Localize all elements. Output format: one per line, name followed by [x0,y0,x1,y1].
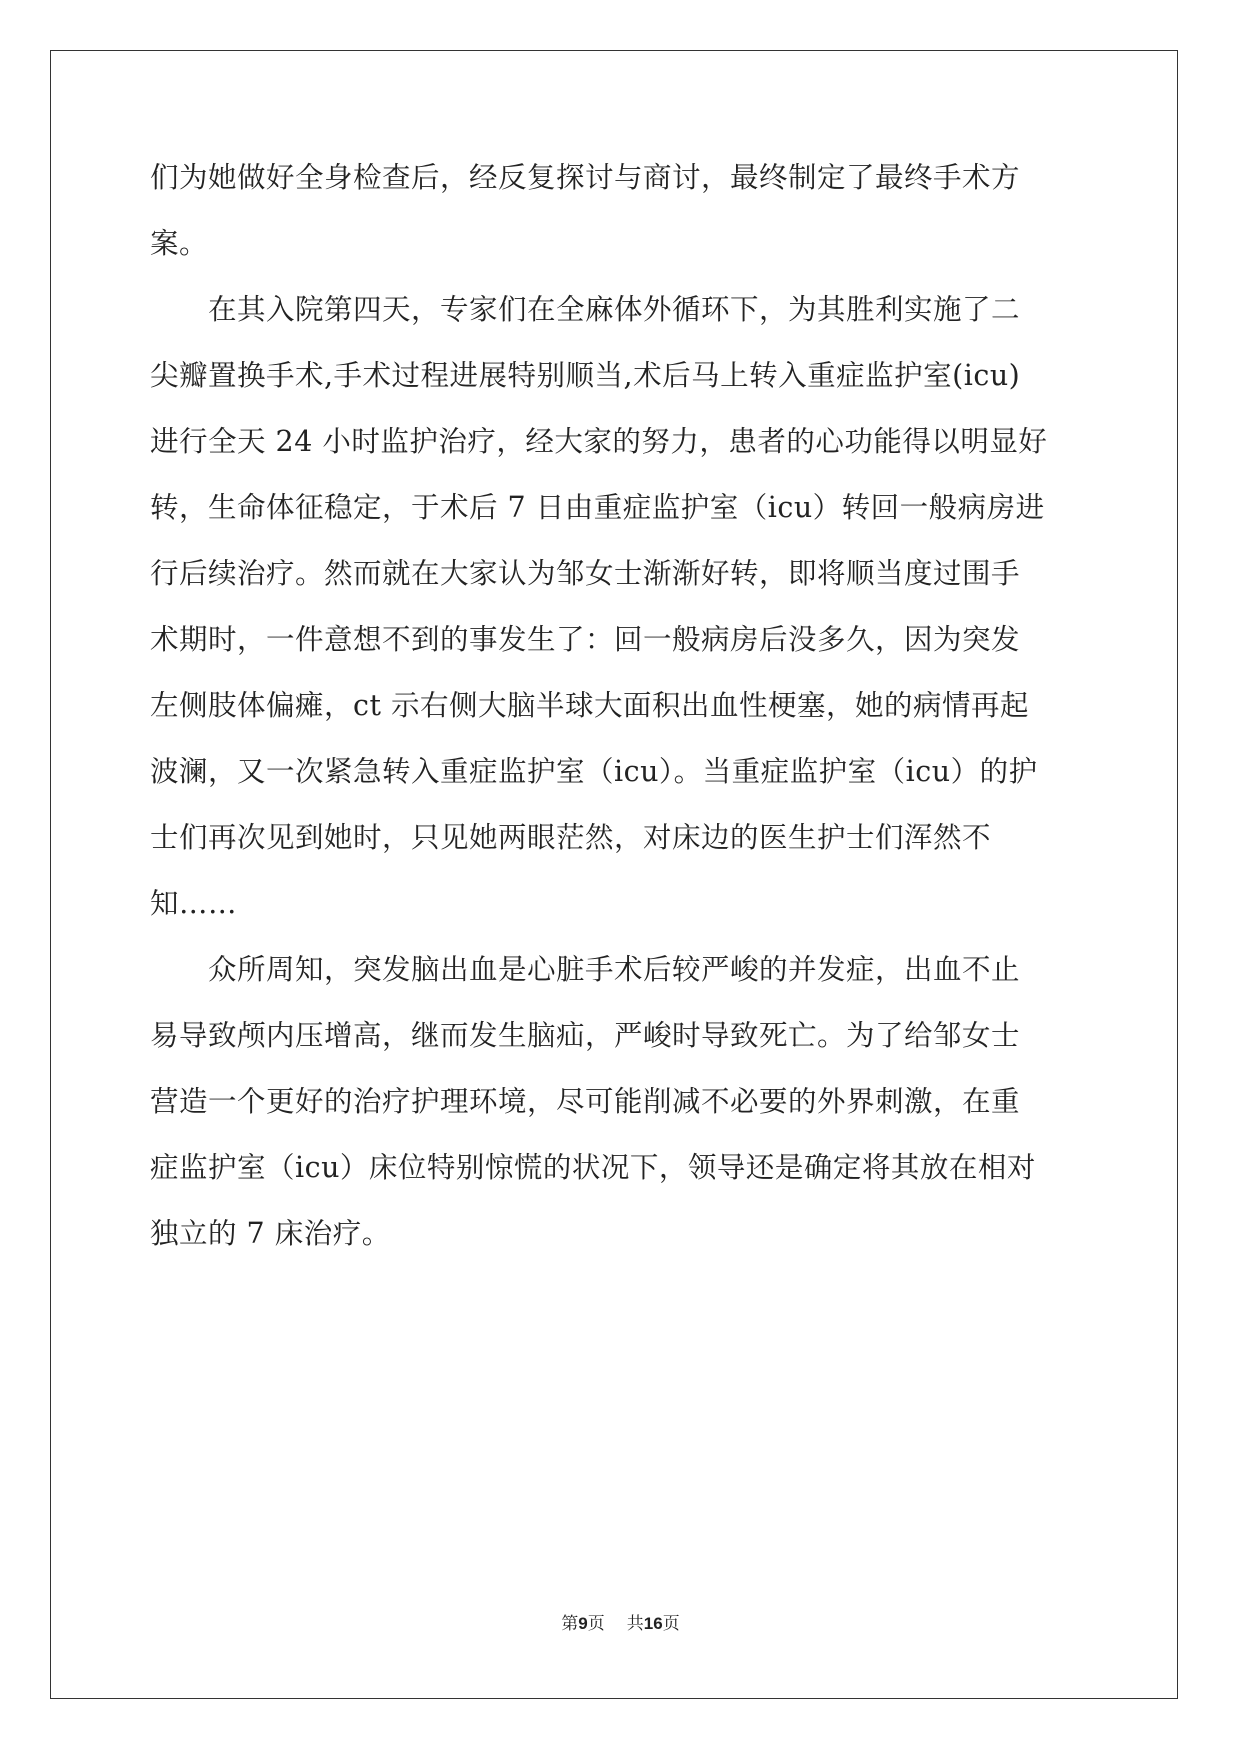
text-line: 波澜，又一次紧急转入重症监护室（icu）。当重症监护室（icu）的护 [150,755,1038,788]
text-line: 进行全天 24 小时监护治疗，经大家的努力，患者的心功能得以明显好 [150,425,1048,458]
text-line: 症监护室（icu）床位特别惊慌的状况下，领导还是确定将其放在相对 [150,1151,1036,1184]
text-line: 知…… [150,887,238,920]
page-total: 16 [643,1614,663,1633]
text-line: 易导致颅内压增高，继而发生脑疝，严峻时导致死亡。为了给邹女士 [150,1019,1021,1052]
text-line: 们为她做好全身检查后，经反复探讨与商讨，最终制定了最终手术方 [150,161,1021,194]
page-current: 9 [578,1614,588,1633]
text-line: 转，生命体征稳定，于术后 7 日由重症监护室（icu）转回一般病房进 [150,491,1045,524]
page-footer [0,1612,1241,1636]
text-line: 独立的 7 床治疗。 [150,1217,391,1250]
text-line: 尖瓣置换手术,手术过程进展特别顺当,术后马上转入重症监护室(icu) [150,359,1021,392]
page-suffix: 页 [587,1614,605,1634]
total-prefix: 共 [626,1614,644,1634]
text-line: 案。 [150,227,209,260]
text-line: 行后续治疗。然而就在大家认为邹女士渐渐好转，即将顺当度过围手 [150,557,1021,590]
text-line: 术期时，一件意想不到的事发生了：回一般病房后没多久，因为突发 [150,623,1021,656]
text-line: 士们再次见到她时，只见她两眼茫然，对床边的医生护士们浑然不 [150,821,992,854]
page-prefix: 第 [561,1614,579,1634]
total-suffix: 页 [662,1614,680,1634]
text-line: 在其入院第四天，专家们在全麻体外循环下，为其胜利实施了二 [150,293,1021,326]
text-line: 左侧肢体偏瘫，ct 示右侧大脑半球大面积出血性梗塞，她的病情再起 [150,689,1029,722]
text-line: 营造一个更好的治疗护理环境，尽可能削减不必要的外界刺激，在重 [150,1085,1021,1118]
text-line: 众所周知，突发脑出血是心脏手术后较严峻的并发症，出血不止 [150,953,1021,986]
